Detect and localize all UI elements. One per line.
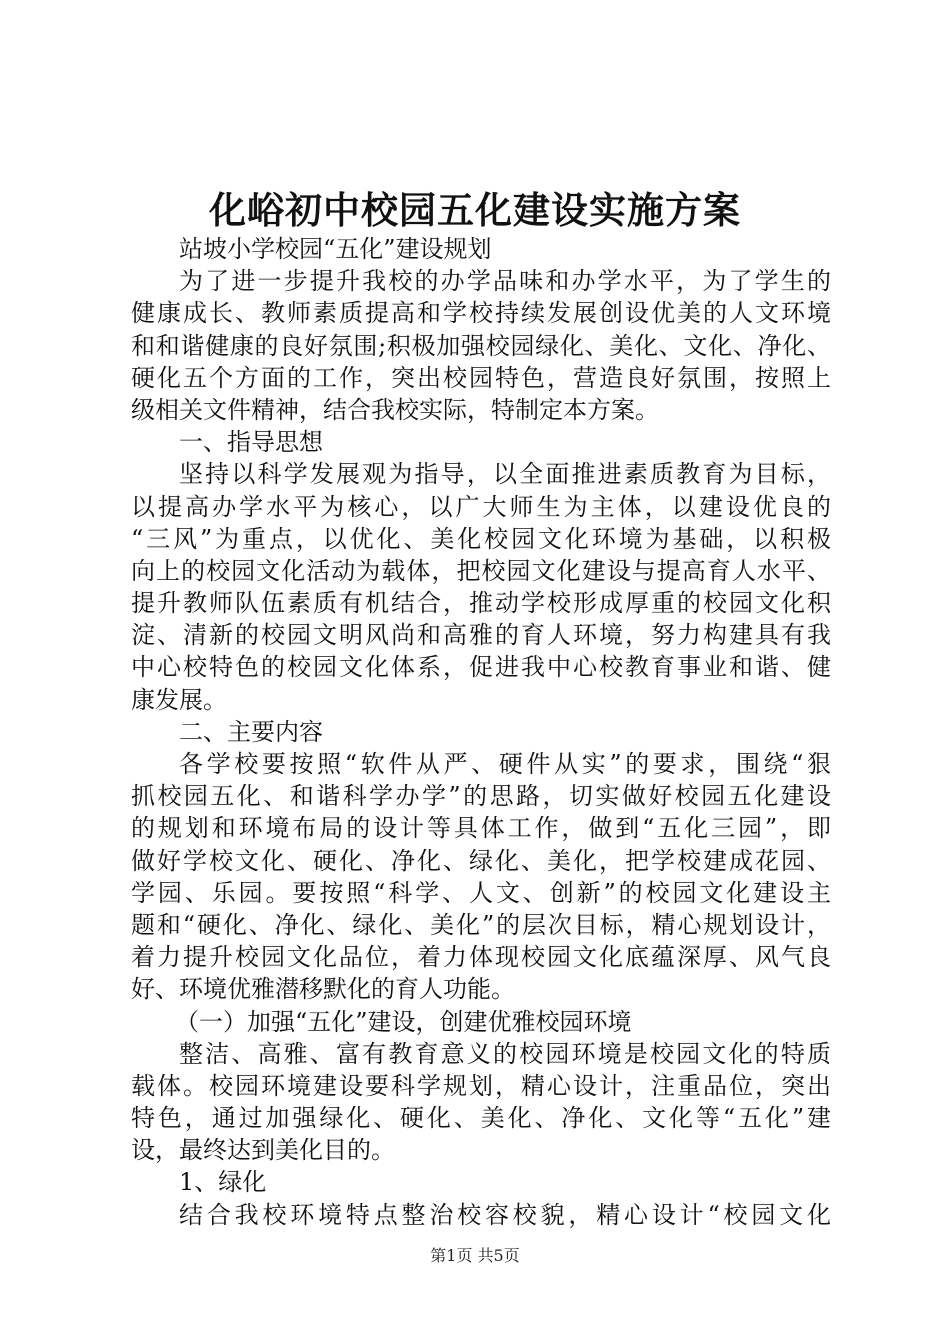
text-line: 设，最终达到美化目的。 [131, 1136, 395, 1165]
document-body [131, 233, 831, 1231]
text-line: 整洁、高雅、富有教育意义的校园环境是校园文化的特质 [179, 1039, 831, 1068]
text-line: 级相关文件精神，结合我校实际，特制定本方案。 [131, 395, 659, 424]
page-footer: 第1页 共5页 [430, 1246, 520, 1265]
text-line: 提升教师队伍素质有机结合，推动学校形成厚重的校园文化积 [131, 589, 831, 618]
text-line: 站坡小学校园“五化”建设规划 [179, 235, 492, 263]
text-line: 特色，通过加强绿化、硬化、美化、净化、文化等“五化”建 [131, 1104, 831, 1133]
text-line: 以提高办学水平为核心，以广大师生为主体，以建设优良的 [131, 492, 831, 521]
document-title: 化峪初中校园五化建设实施方案 [209, 188, 741, 232]
text-line: 健康成长、教师素质提高和学校持续发展创设优美的人文环境 [131, 299, 831, 328]
text-line: 载体。校园环境建设要科学规划，精心设计，注重品位，突出 [131, 1071, 831, 1100]
text-line: 各学校要按照“软件从严、硬件从实”的要求，围绕“狠 [179, 750, 831, 778]
text-line: 结合我校环境特点整治校容校貌，精心设计“校园文化 [179, 1200, 831, 1229]
text-line: 做好学校文化、硬化、净化、绿化、美化，把学校建成花园、 [131, 846, 831, 875]
text-line: 硬化五个方面的工作，突出校园特色，营造良好氛围，按照上 [131, 363, 831, 392]
text-line: 向上的校园文化活动为载体，把校园文化建设与提高育人水平、 [131, 556, 831, 585]
text-line: 1、绿化 [179, 1168, 267, 1197]
text-line: 和和谐健康的良好氛围;积极加强校园绿化、美化、文化、净化、 [131, 331, 831, 360]
text-line: 着力提升校园文化品位，着力体现校园文化底蕴深厚、风气良 [131, 943, 831, 972]
text-line: 的规划和环境布局的设计等具体工作，做到“五化三园”，即 [131, 814, 831, 843]
text-line: 淀、清新的校园文明风尚和高雅的育人环境，努力构建具有我 [131, 621, 831, 650]
text-line: 康发展。 [131, 685, 227, 714]
text-line: “三风”为重点，以优化、美化校园文化环境为基础，以积极 [131, 524, 831, 553]
text-line: 学园、乐园。要按照“科学、人文、创新”的校园文化建设主 [131, 878, 831, 907]
text-line: 坚持以科学发展观为指导，以全面推进素质教育为目标， [179, 460, 831, 489]
text-line: 抓校园五化、和谐科学办学”的思路，切实做好校园五化建设 [131, 782, 831, 811]
text-line: 一、指导思想 [179, 428, 323, 457]
text-line: 为了进一步提升我校的办学品味和办学水平，为了学生的 [179, 267, 831, 296]
text-line: 中心校特色的校园文化体系，促进我中心校教育事业和谐、健 [131, 653, 831, 682]
text-line: 题和“硬化、净化、绿化、美化”的层次目标，精心规划设计， [131, 910, 831, 939]
text-line: （一）加强“五化”建设，创建优雅校园环境 [175, 1007, 632, 1036]
text-line: 好、环境优雅潜移默化的育人功能。 [131, 975, 515, 1004]
text-line: 二、主要内容 [179, 717, 323, 746]
